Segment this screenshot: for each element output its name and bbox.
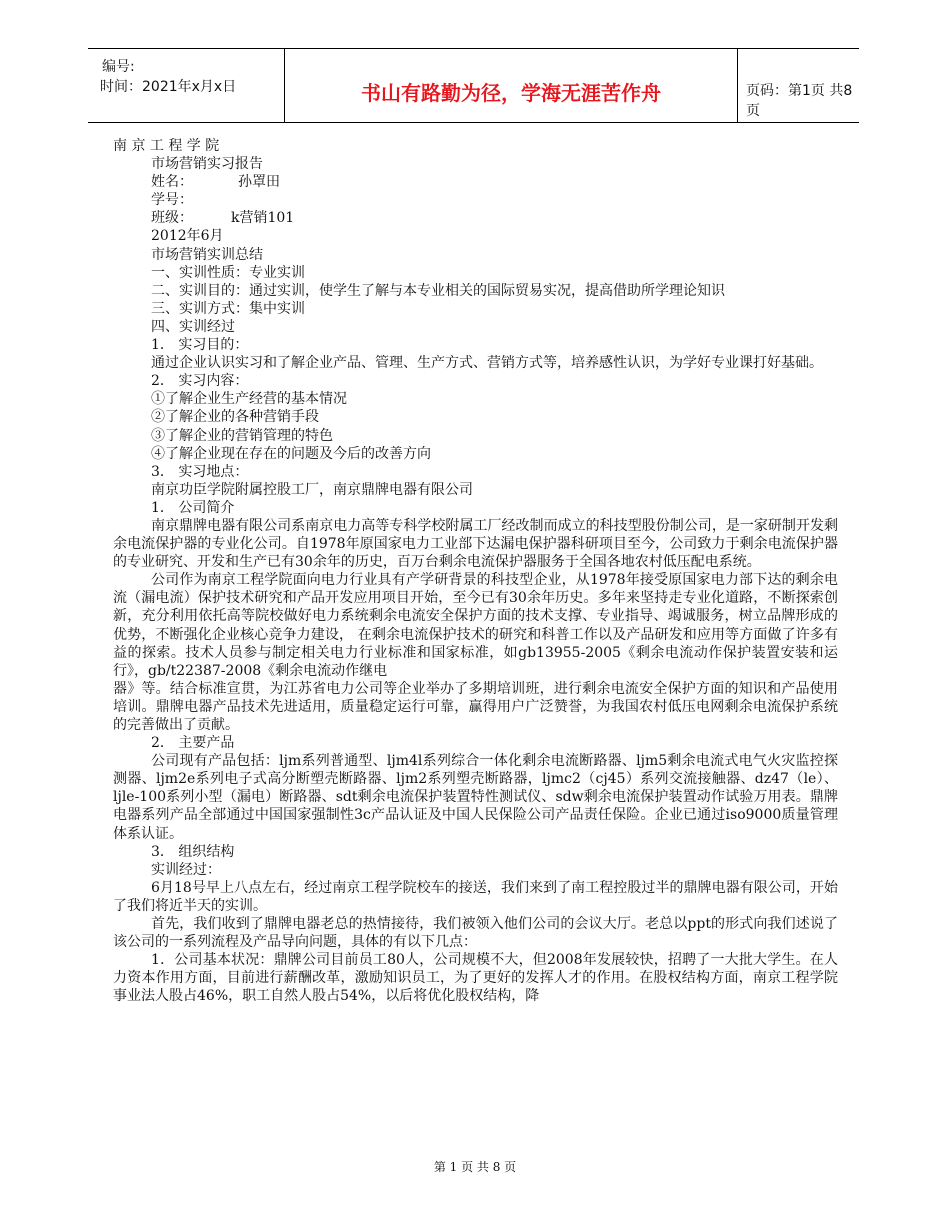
item-content-heading: 2． 实习内容： [151, 373, 249, 390]
company-intro-paragraph: 器》等。结合标准宣贯，为江苏省电力公司等企业举办了多期培训班，进行剩余电流安全保护方面的知识和产品使用培训。鼎牌电器产品技术先进适用，质量稳定运行可靠，赢得用户广泛赞誉，为我国农村低压电网剩余电流保护系统的完善做出了贡献。 [113, 680, 838, 733]
training-paragraph: 1．公司基本状况：鼎牌公司目前员工80人，公司规模不大，但2008年发展较快，招聘了一大批大学生。在人力资本作用方面，目前进行薪酬改革，激励知识员工，为了更好的发挥人才的作用。在股权结构方面，南京工程学院事业法人股占46%，职工自然人股占54%，以后将优化股权结构，降 [113, 952, 838, 1005]
header-meta-cell [88, 49, 285, 122]
time-label: 时间：2021年x月x日 [100, 79, 237, 95]
products-heading: 2． 主要产品 [151, 735, 235, 752]
header-motto-cell [285, 49, 738, 122]
company-intro-heading: 1． 公司简介 [151, 499, 235, 516]
page-info: 页码：第1页 共8页 [746, 83, 853, 119]
section-nature: 一、实训性质：专业实训 [151, 264, 305, 281]
content-list-item: ④了解企业现在存在的问题及今后的改善方向 [151, 445, 431, 462]
section-purpose: 二、实训目的：通过实训，使学生了解与本专业相关的国际贸易实况，提高借助所学理论知识 [151, 282, 725, 299]
class-label: 班级： [151, 210, 193, 227]
section-method: 三、实训方式：集中实训 [151, 300, 305, 317]
item-location-heading: 3． 实习地点： [151, 463, 249, 480]
header-page-cell [738, 49, 859, 122]
name-row [113, 173, 838, 191]
item-location-text: 南京功臣学院附属控股工厂，南京鼎牌电器有限公司 [151, 481, 473, 498]
student-id-label: 学号： [151, 192, 193, 209]
training-paragraph: 6月18号早上八点左右，经过南京工程学院校车的接送，我们来到了南工程控股过半的鼎牌电器有限公司，开始了我们将近半天的实训。 [113, 879, 838, 914]
content-list-item: ①了解企业生产经营的基本情况 [151, 391, 347, 408]
number-label: 编号: [102, 59, 135, 75]
class-row [113, 209, 838, 227]
training-paragraph: 首先，我们收到了鼎牌电器老总的热情接待，我们被领入他们公司的会议大厅。老总以ppt的形式向我们述说了该公司的一系列流程及产品导向问题，具体的有以下几点： [113, 916, 838, 951]
page-header [88, 48, 859, 123]
company-intro-paragraph: 公司作为南京工程学院面向电力行业具有产学研背景的科技型企业，从1978年接受原国家电力部下达的剩余电流（漏电流）保护技术研究和产品开发应用项目开始，至今已有30余年历史。多年来坚持走专业化道路，不断探索创新，充分利用依托高等院校做好电力系统剩余电流安全保护方面的技术支撑、专业指导、竭诚服务，树立品牌形成的优势，不断强化企业核心竞争力建设， 在剩余电流保护技术的研究和科普工作以及产品研发和应用等方面做了许多有益的探索。技术人员参与制定相关电力行业标准和国家标准，如gb13955-2005《剩余电流动作保护装置安装和运行》，gb/t22387-2008《剩余电流动作继电 [113, 572, 838, 679]
section-process: 四、实训经过 [151, 318, 235, 335]
content-list-item: ②了解企业的各种营销手段 [151, 409, 319, 426]
item-purpose-text: 通过企业认识实习和了解企业产品、管理、生产方式、营销方式等，培养感性认识，为学好专业课打好基础。 [151, 355, 823, 372]
motto-text: 书山有路勤为径，学海无涯苦作舟 [361, 81, 661, 105]
training-process-label: 实训经过： [151, 861, 221, 878]
org-structure-heading: 3． 组织结构 [151, 843, 235, 860]
content-list-item: ③了解企业的营销管理的特色 [151, 427, 333, 444]
item-purpose-heading: 1． 实习目的： [151, 337, 249, 354]
document-body [113, 137, 838, 1006]
school-name: 南 京 工 程 学 院 [113, 138, 220, 154]
products-paragraph: 公司现有产品包括：ljm系列普通型、ljm4l系列综合一体化剩余电流断路器、ljm5剩余电流式电气火灾监控探测器、ljm2e系列电子式高分断塑壳断路器、ljm2系列塑壳断路器，ljmc2（cj45）系列交流接触器、dz47（le）、ljle-100系列小型（漏电）断路器、sdt剩余电流保护装置特性测试仪、sdw剩余电流保护装置动作试验万用表。鼎牌电器系列产品全部通过中国国家强制性3c产品认证及中国人民保险公司产品责任保险。企业已通过iso9000质量管理体系认证。 [113, 753, 838, 842]
summary-title: 市场营销实训总结 [151, 246, 263, 263]
class-value: k营销101 [231, 210, 295, 227]
name-value: 孙罩田 [238, 174, 280, 191]
name-label: 姓名： [151, 174, 193, 191]
page-footer: 第 1 页 共 8 页 [433, 1160, 517, 1174]
company-intro-paragraph: 南京鼎牌电器有限公司系南京电力高等专科学校附属工厂经改制而成立的科技型股份制公司，是一家研制开发剩余电流保护器的专业化公司。自1978年原国家电力工业部下达漏电保护器科研项目至今，公司致力于剩余电流保护器的专业研究、开发和生产已有30余年的历史，百万台剩余电流保护器服务于全国各地农村低压配电系统。 [113, 517, 838, 571]
report-title: 市场营销实习报告 [151, 156, 263, 173]
report-date: 2012年6月 [151, 228, 224, 245]
